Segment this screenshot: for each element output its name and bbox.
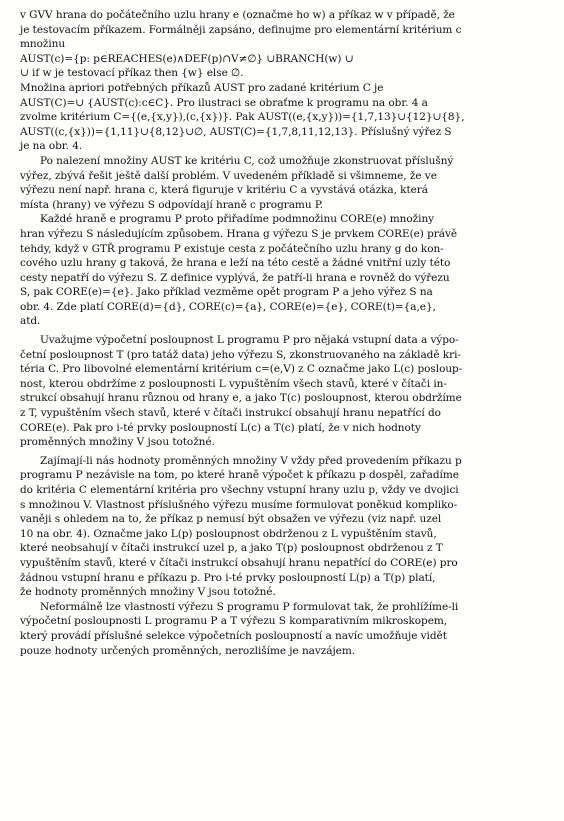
- paragraph-core-definition: Každé hraně e programu P proto přiřadíme podmnožinu CORE(e) množiny hran výřezu S následujícím způsobem. Hrana g výřezu S je prvkem CORE(e) právě tehdy, když v GTŘ programu P existuje cesta z počátečního uzlu hrany g do kon- cového uzlu hrany g taková, že hrana e leží na této cestě a žádné vnitřní uzly této cesty nepatří do výřezu S. Z definice vyplývá, že patří-li hrana e rovněž do výřezu S, pak CORE(e)={e}. Jako příklad vezměme opět program P a jeho výřez S na obr. 4. Zde platí CORE(d)={d}, CORE(c)={a}, CORE(e)={e}, CORE(t)={a,e}, atd.: [20, 213, 458, 328]
- paragraph-core-problem: Po nalezení množiny AUST ke kritériu C, což umožňuje zkonstruovat příslušný výřez, zbývá řešit ještě další problém. V uvedeném příkladě si všimneme, že ve výřezu není např. hrana c, která figuruje v kritériu C a vyvstává otázka, která místa (hrany) ve výřezu S odpovídají hraně c programu P.: [20, 154, 454, 211]
- paragraph-informal-summary: Neformálně lze vlastnosti výřezu S programu P formulovat tak, že prohlížíme-li výpočetní posloupnosti L programu P a T výřezu S komparativním mikroskopem, který provádí příslušné selekce výpočetních posloupností a navíc umožňuje vidět pouze hodnoty určených proměnných, nerozlišíme je navzájem.: [20, 600, 459, 657]
- paragraph-node-criterion: Zajímají-li nás hodnoty proměnných množiny V vždy před provedením příkazu p programu P nezávisle na tom, po které hraně výpočet k příkazu p dospěl, zařadíme do kritéria C elementární kritéria pro všechny vstupní hrany uzlu p, vždy ve dvojici s množinou V. Vlastnost příslušného výřezu musíme formulovat poněkud kompliko- vaněji s ohledem na to, že příkaz p nemusí být obsažen ve výřezu (viz např. uzel 10 na obr. 4). Označme jako L(p) posloupnost obdrženou z L vypuštěním stavů, které neobsahují v čítači instrukcí uzel p, a jako T(p) posloupnost obdrženou z T vypuštěním stavů, které v čítači instrukcí obsahují hranu nepatřící do CORE(e) pro žádnou vstupní hranu e příkazu p. Pro i-té prvky posloupností L(p) a T(p) platí, že hodnoty proměnných množiny V jsou totožné.: [20, 454, 462, 599]
- paragraph-computation-sequence: Uvažujme výpočetní posloupnost L programu P pro nějaká vstupní data a výpo- četní posloupnost T (pro tatáž data) jeho výřezu S, zkonstruovaného na základě kri- téria C. Pro libovolné elementární kritérium c=(e,V) z C označme jako L(c) posloup- nost, kterou obdržíme z posloupnosti L vypuštěním všech stavů, které v čítači in- strukcí obsahují hranu různou od hrany e, a jako T(c) posloupnost, kterou obdržíme z T, vypuštěním všech stavů, které v čítači instrukcí obsahují hranu nepatřící do CORE(e). Pak pro i-té prvky posloupností L(c) a T(c) platí, že v nich hodnoty proměnných množiny V jsou totožné.: [20, 334, 463, 449]
- paragraph-aust-definition: v GVV hrana do počátečního uzlu hrany e (označme ho w) a příkaz w v případě, že je testovacím příkazem. Formálněji zapsáno, definujme pro elementární kritérium c množinu AUST(c)={p: p∈REACHES(e)∧DEF(p)∩V≠∅} ∪BRANCH(w) ∪ ∪ if w je testovací příkaz then {w} else ∅. Množina apriori potřebných příkazů AUST pro zadané kritérium C je AUST(C)=∪ {AUST(c):c∈C}. Pro ilustraci se obraťme k programu na obr. 4 a zvolme kritérium C={(e,{x,y}),(c,{x})}. Pak AUST((e,{x,y}))={1,7,13}∪{12}∪{8}, AUST((c,{x}))={1,11}∪{8,12}∪∅, AUST(C)={1,7,8,11,12,13}. Příslušný výřez S je na obr. 4.: [20, 9, 465, 153]
- text-block: [20, 8, 550, 658]
